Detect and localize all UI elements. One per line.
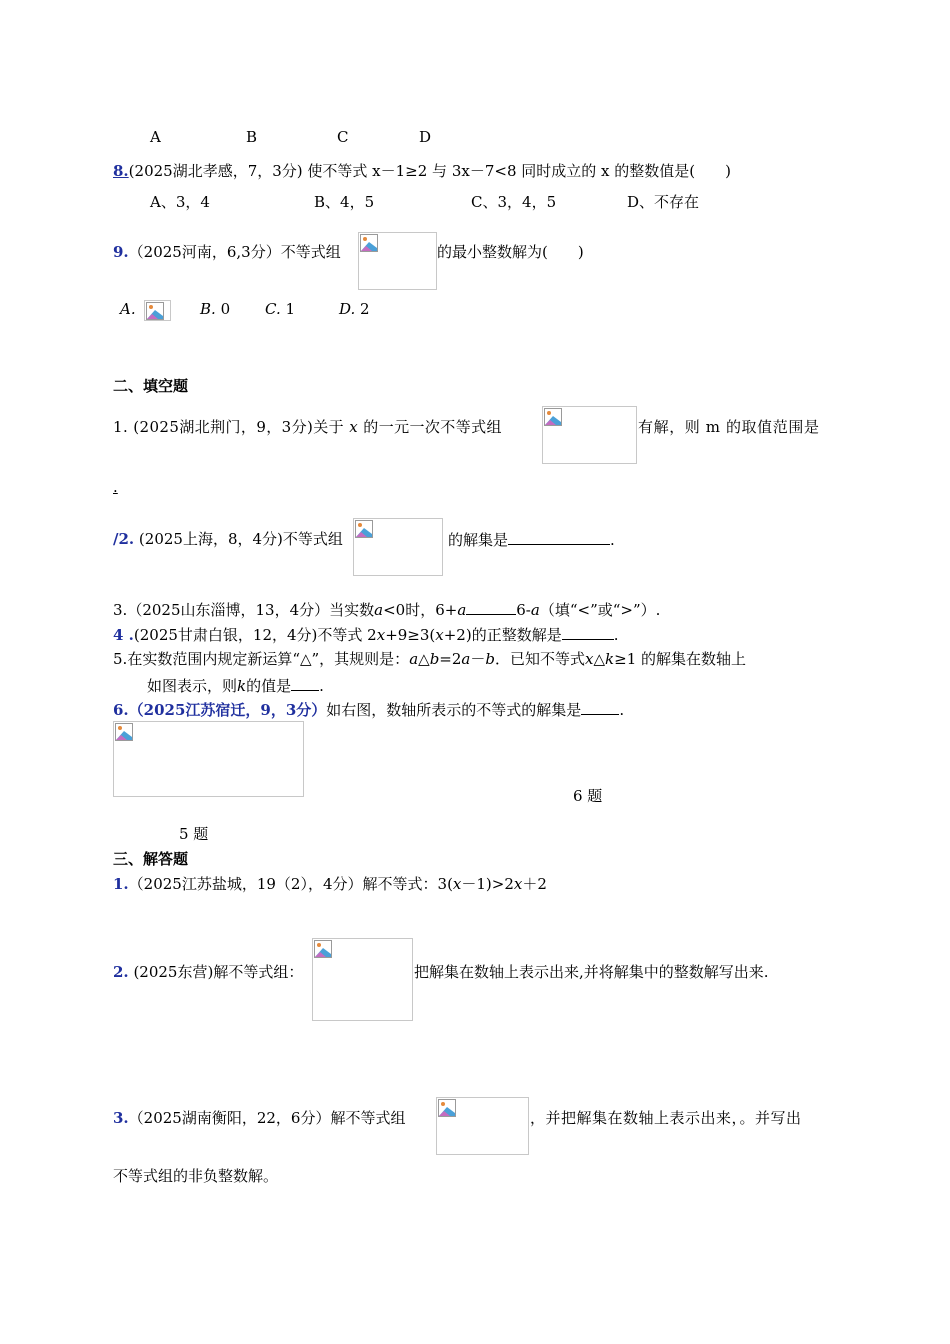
- question-text: （2025山东淄博，13，4分）当实数: [127, 601, 375, 619]
- variable-a: a: [530, 601, 540, 619]
- operator: △: [418, 650, 430, 668]
- question-text: +9≥3(: [385, 626, 436, 644]
- figure-caption-5: 5 题: [179, 825, 209, 843]
- question-8: [113, 162, 731, 180]
- variable-x: x: [349, 418, 359, 436]
- q9-option-c-label: C.: [265, 300, 281, 318]
- period: .: [619, 701, 625, 719]
- variable-k: k: [237, 677, 247, 695]
- variable-x: x: [513, 875, 523, 893]
- question-text: ．已知不等式: [495, 650, 586, 668]
- period: .: [319, 677, 324, 695]
- answer-blank: [562, 625, 614, 640]
- q8-option-c: C、3，4，5: [471, 193, 557, 211]
- variable-a: a: [374, 601, 384, 619]
- q9-option-d: [339, 300, 370, 318]
- q9-option-c-value: 1: [285, 300, 296, 318]
- answer-blank: [291, 676, 319, 691]
- broken-image-icon: [544, 408, 562, 426]
- question-number: /2.: [113, 530, 135, 548]
- fill-question-1-tail: 有解，则 m 的取值范围是: [638, 418, 820, 436]
- variable-a: a: [409, 650, 419, 668]
- operator: －: [470, 650, 486, 668]
- variable-k: k: [605, 650, 615, 668]
- solve-question-2-lead: [113, 963, 303, 981]
- fill-question-3: [113, 600, 660, 619]
- question-text: 6-: [516, 601, 531, 619]
- question-text: (2025上海，8，4分)不等式组: [138, 530, 343, 548]
- fill-question-1-lead: [113, 418, 502, 436]
- question-9-tail: 的最小整数解为( ): [437, 243, 584, 261]
- variable-x: x: [376, 626, 386, 644]
- mc-header-option-b: B: [246, 128, 258, 146]
- q9-option-b-label: B.: [200, 300, 216, 318]
- question-number: 5.: [113, 650, 128, 668]
- question-source: （2025江苏宿迁，9，3分）: [128, 701, 327, 719]
- mc-header-option-c: C: [337, 128, 349, 146]
- variable-b: b: [429, 650, 440, 668]
- broken-image-icon: [360, 234, 378, 252]
- question-number: 3.: [113, 1109, 129, 1127]
- q8-option-a: A、3，4: [150, 193, 210, 211]
- broken-image-icon: [314, 940, 332, 958]
- variable-x: x: [585, 650, 594, 668]
- section-title-solve: 三、解答题: [113, 850, 189, 868]
- question-text: （2025江苏盐城，19（2），4分）解不等式：3(: [128, 875, 453, 893]
- mc-header-option-a: A: [150, 128, 161, 146]
- number-line-image: [113, 721, 304, 797]
- section-title-fill-in: 二、填空题: [113, 377, 189, 395]
- question-text: （2025河南，6,3分）不等式组: [128, 243, 341, 261]
- variable-x: x: [435, 626, 444, 644]
- question-text: (2025甘肃白银，12，4分)不等式 2: [133, 626, 377, 644]
- inequality-system-image: [312, 938, 413, 1021]
- question-text: ≥1 的解集在数轴上: [614, 650, 747, 668]
- question-text: 如右图，数轴所表示的不等式的解集是: [326, 701, 582, 719]
- solve-question-2-tail: 把解集在数轴上表示出来,并将解集中的整数解写出来.: [414, 963, 769, 981]
- fill-question-5-line-1: [113, 650, 746, 668]
- question-text: =2: [439, 650, 462, 668]
- q8-option-d: D、不存在: [627, 193, 700, 211]
- fill-question-1-blank: .: [113, 478, 118, 496]
- fill-question-2-tail: [448, 530, 615, 549]
- variable-b: b: [485, 650, 495, 668]
- question-text: (2025东营)解不等式组：: [133, 963, 304, 981]
- question-text: 的解集是: [448, 531, 509, 549]
- operator: △: [593, 650, 606, 668]
- question-number: 1.: [113, 875, 129, 893]
- question-number: 9.: [113, 243, 129, 261]
- question-number: 3.: [113, 601, 128, 619]
- answer-blank: [508, 530, 610, 545]
- variable-a: a: [457, 601, 467, 619]
- question-text: (2025湖北荆门，9，3分)关于: [133, 418, 345, 436]
- question-text: <0时，6+: [383, 601, 458, 619]
- question-text: 如图表示，则: [147, 677, 238, 695]
- question-text: 的值是: [246, 677, 292, 695]
- fill-question-6: [113, 700, 624, 719]
- q9-option-d-value: 2: [360, 300, 370, 318]
- q9-option-d-label: D.: [339, 300, 356, 318]
- period: .: [610, 531, 615, 549]
- q9-option-c: [265, 300, 295, 318]
- broken-image-icon: [355, 520, 373, 538]
- variable-a: a: [461, 650, 471, 668]
- answer-blank: [466, 600, 516, 615]
- question-number: 4 .: [113, 626, 134, 644]
- question-text: (2025湖北孝感，7，3分) 使不等式 x－1≥2 与 3x－7<8 同时成立的 x 的整数值是( ): [128, 162, 731, 180]
- question-text: （2025湖南衡阳，22，6分）解不等式组: [128, 1109, 406, 1127]
- question-text: －1)>2: [461, 875, 514, 893]
- q9-option-a-label: A.: [120, 300, 136, 318]
- mc-header-option-d: D: [419, 128, 432, 146]
- question-text: 在实数范围内规定新运算“△”，其规则是：: [127, 650, 410, 668]
- inequality-system-image: [358, 232, 437, 290]
- solve-question-1: [113, 875, 547, 893]
- solve-question-3-lead: [113, 1109, 405, 1127]
- fill-question-5-line-2: [147, 676, 324, 695]
- q9-option-b: [200, 300, 230, 318]
- variable-x: x: [452, 875, 462, 893]
- figure-caption-6: 6 题: [573, 787, 603, 805]
- fill-question-4: [113, 625, 618, 644]
- solve-question-3-line-2: 不等式组的非负整数解。: [113, 1167, 279, 1185]
- q9-option-a-image: [144, 300, 171, 321]
- broken-image-icon: [146, 302, 164, 320]
- solve-question-3-tail: ，并把解集在数轴上表示出来，。并写出: [530, 1109, 802, 1127]
- question-text: +2)的正整数解是: [443, 626, 562, 644]
- question-number: 2.: [113, 963, 129, 981]
- question-text: ＋2: [522, 875, 547, 893]
- inequality-system-image: [542, 406, 637, 464]
- broken-image-icon: [438, 1099, 456, 1117]
- inequality-system-image: [436, 1097, 529, 1155]
- fill-question-2-lead: [113, 530, 343, 548]
- question-number: 8.: [113, 162, 129, 180]
- inequality-system-image: [353, 518, 443, 576]
- question-number: 6.: [113, 701, 129, 719]
- question-text-b: 的一元一次不等式组: [363, 418, 502, 436]
- broken-image-icon: [115, 723, 133, 741]
- question-number: 1.: [113, 418, 129, 436]
- q8-option-b: B、4，5: [314, 193, 375, 211]
- question-text: （填“<”或“>”）.: [539, 601, 661, 619]
- period: .: [613, 626, 619, 644]
- question-9-lead: [113, 243, 341, 261]
- q9-option-b-value: 0: [220, 300, 231, 318]
- answer-blank: [581, 700, 619, 715]
